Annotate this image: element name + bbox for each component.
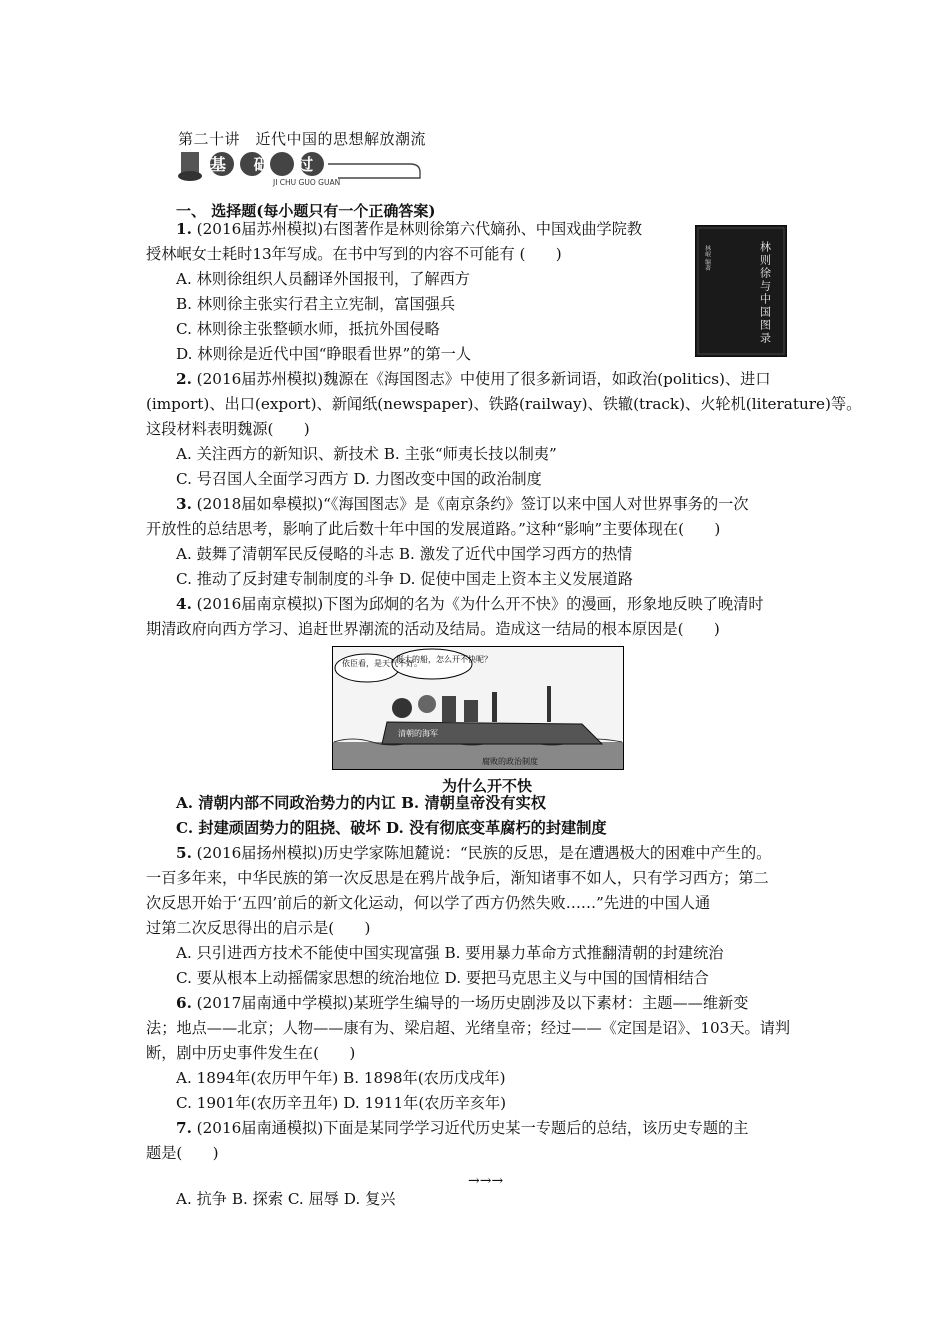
line-text: A. 关注西方的新知识、新技术 B. 主张“师夷长技以制夷”: [176, 445, 557, 463]
lecture-title: 第二十讲 近代中国的思想解放潮流: [178, 130, 427, 148]
book-title: 林则徐与中国图录: [758, 241, 772, 345]
text-line: [146, 519, 720, 539]
line-text: 授林岷女士耗时13年写成。在书中写到的内容不可能有 ( ): [146, 245, 562, 263]
text-line: [176, 469, 542, 489]
line-text: (2016届扬州模拟)历史学家陈旭麓说：“民族的反思，是在遭遇极大的困难中产生的。: [191, 844, 772, 862]
line-text: 题是( ): [146, 1144, 219, 1162]
bubble-left: 依臣看，是天气不好。: [342, 659, 422, 668]
text-line: [176, 793, 546, 813]
question-number: 6.: [176, 994, 192, 1012]
text-line: [176, 1068, 506, 1088]
line-text: (2018届如皋模拟)“《海国图志》是《南京条约》签订以来中国人对世界事务的一次: [191, 495, 749, 513]
text-line: [176, 444, 557, 464]
line-text: B. 林则徐主张实行君主立宪制，富国强兵: [176, 295, 456, 313]
line-text: 过第二次反思得出的启示是( ): [146, 919, 371, 937]
text-line: [146, 868, 769, 888]
text-line: [176, 968, 709, 988]
text-line: [176, 269, 470, 289]
line-text: 一百多年来，中华民族的第一次反思是在鸦片战争后，渐知诸事不如人，只有学习西方；第二: [146, 869, 769, 887]
section-title: 一、 选择题(每小题只有一个正确答案): [176, 202, 436, 220]
line-text: A. 1894年(农历甲午年) B. 1898年(农历戊戌年): [176, 1069, 506, 1087]
line-text: 次反思开始于‘五四’前后的新文化运动，何以学了西方仍然失败……”先进的中国人通: [146, 894, 711, 912]
line-text: 期清政府向西方学习、追赶世界潮流的活动及结局。造成这一结局的根本原因是( ): [146, 620, 720, 638]
hat-icon: [178, 152, 202, 181]
banner-text: 基 础 过 关: [210, 155, 368, 174]
cartoon-image: [332, 646, 624, 770]
line-text: C. 封建顽固势力的阻挠、破坏 D. 没有彻底变革腐朽的封建制度: [176, 819, 607, 837]
question-number: 7.: [176, 1119, 192, 1137]
line-text: 开放性的总结思考，影响了此后数十年中国的发展道路。”这种“影响”主要体现在( ): [146, 520, 721, 538]
banner-pinyin: JI CHU GUO GUAN: [273, 178, 341, 187]
line-text: C. 推动了反封建专制制度的斗争 D. 促使中国走上资本主义发展道路: [176, 570, 633, 588]
line-text: A. 抗争 B. 探索 C. 屈辱 D. 复兴: [176, 1190, 396, 1208]
line-text: (2016届南通模拟)下面是某同学学习近代历史某一专题后的总结，该历史专题的主: [191, 1119, 749, 1137]
text-line: [146, 1018, 790, 1038]
line-text: C. 1901年(农历辛丑年) D. 1911年(农历辛亥年): [176, 1094, 507, 1112]
text-line: [146, 419, 310, 439]
line-text: C. 要从根本上动摇儒家思想的统治地位 D. 要把马克思主义与中国的国情相结合: [176, 969, 709, 987]
line-text: (2017届南通中学模拟)某班学生编导的一场历史剧涉及以下素材：主题——维新变: [191, 994, 749, 1012]
question-number: 4.: [176, 595, 192, 613]
text-line: [176, 843, 771, 863]
text-line: [146, 893, 710, 913]
text-line: [176, 943, 723, 963]
text-line: [176, 1118, 748, 1138]
text-line: [176, 818, 607, 838]
text-line: [146, 1043, 355, 1063]
line-text: (2016届苏州模拟)魏源在《海国图志》中使用了很多新词语，如政治(politics)、进口: [191, 370, 771, 388]
text-line: [176, 219, 642, 239]
line-text: (2016届南京模拟)下图为邱炯的名为《为什么开不快》的漫画，形象地反映了晚清时: [191, 595, 764, 613]
text-line: [146, 1143, 219, 1163]
line-text: C. 林则徐主张整顿水师，抵抗外国侵略: [176, 320, 440, 338]
line-text: 断，剧中历史事件发生在( ): [146, 1044, 356, 1062]
text-line: [146, 918, 370, 938]
line-text: 法；地点——北京；人物——康有为、梁启超、光绪皇帝；经过——《定国是诏》、103天。请判: [146, 1019, 791, 1037]
text-line: [176, 594, 764, 614]
text-line: [146, 394, 861, 414]
cartoon-caption: 为什么开不快: [442, 777, 533, 795]
arrows-diagram: →→→: [468, 1173, 504, 1189]
ship-label: 清朝的海军: [398, 729, 438, 738]
text-line: [146, 244, 562, 264]
text-line: [176, 494, 749, 514]
text-line: [176, 1189, 395, 1209]
text-line: [176, 319, 440, 339]
line-text: A. 只引进西方技术不能使中国实现富强 B. 要用暴力革命方式推翻清朝的封建统治: [176, 944, 724, 962]
question-number: 5.: [176, 844, 192, 862]
question-number: 3.: [176, 495, 192, 513]
line-text: A. 林则徐组织人员翻译外国报刊，了解西方: [176, 270, 470, 288]
line-text: C. 号召国人全面学习西方 D. 力图改变中国的政治制度: [176, 470, 542, 488]
line-text: (import)、出口(export)、新闻纸(newspaper)、铁路(railway)、铁辙(track)、火轮机(literature)等。: [146, 395, 862, 413]
section-banner: [178, 150, 428, 188]
bubble-right: 挺大的船，怎么开不快呢？: [396, 655, 492, 664]
text-line: [176, 993, 748, 1013]
line-text: 这段材料表明魏源( ): [146, 420, 310, 438]
question-number: 2.: [176, 370, 192, 388]
book-side-text: 林岷 编著: [703, 245, 711, 271]
line-text: A. 清朝内部不同政治势力的内讧 B. 清朝皇帝没有实权: [176, 794, 546, 812]
sea-label: 腐败的政治制度: [482, 757, 538, 766]
text-line: [176, 544, 632, 564]
text-line: [176, 294, 455, 314]
book-cover-icon: [695, 225, 787, 357]
text-line: [176, 569, 633, 589]
line-text: (2016届苏州模拟)右图著作是林则徐第六代嫡孙、中国戏曲学院教: [191, 220, 643, 238]
text-line: [176, 1093, 506, 1113]
text-line: [176, 344, 471, 364]
text-line: [146, 619, 720, 639]
line-text: D. 林则徐是近代中国“睁眼看世界”的第一人: [176, 345, 472, 363]
question-number: 1.: [176, 220, 192, 238]
text-line: [176, 369, 771, 389]
line-text: A. 鼓舞了清朝军民反侵略的斗志 B. 激发了近代中国学习西方的热情: [176, 545, 633, 563]
